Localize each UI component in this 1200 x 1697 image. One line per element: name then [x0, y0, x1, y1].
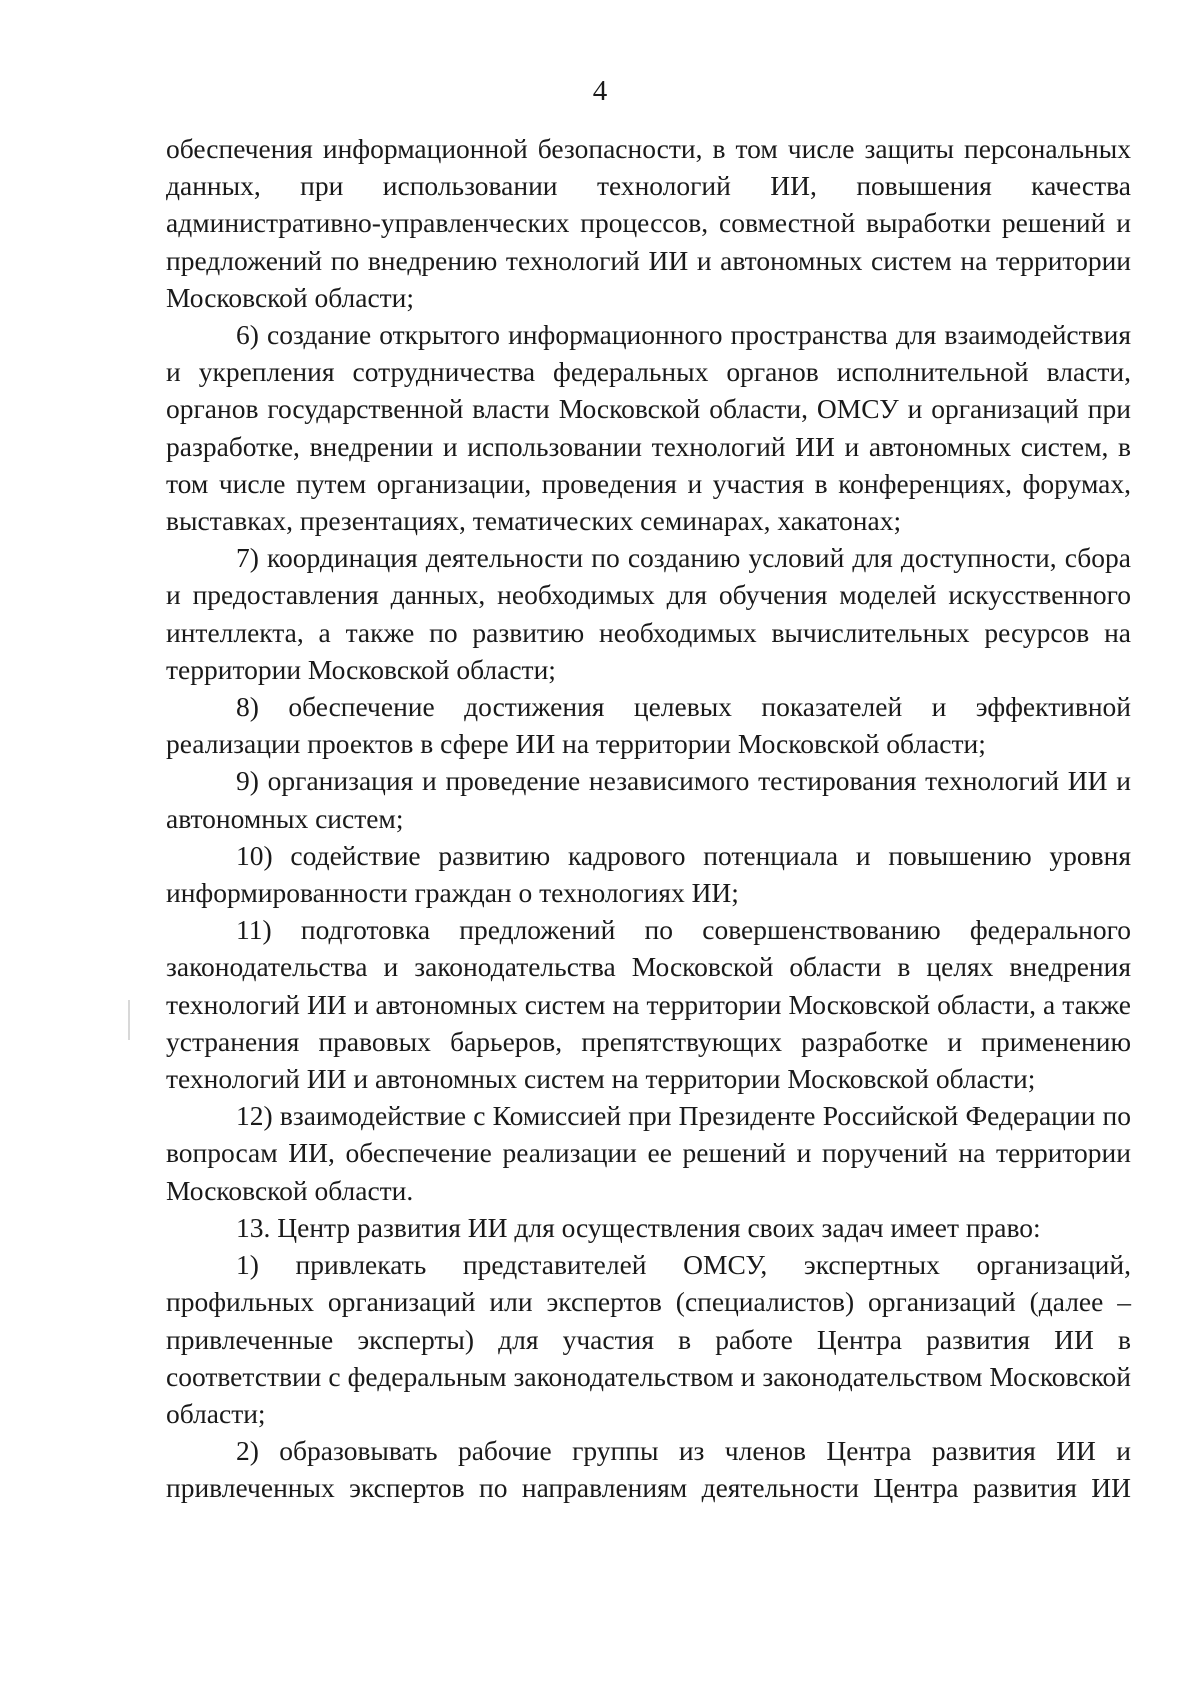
paragraph-item-7: 7) координация деятельности по созданию условий для доступности, сбора и предоставления данных, необходимых для обучения моделей искусственного интеллекта, а также по развитию необходимых вычислительных ресурсов на территории Московской области; [166, 542, 1131, 685]
paragraph-item-12: 12) взаимодействие с Комиссией при Президенте Российской Федерации по вопросам ИИ, обеспечение реализации ее решений и поручений на территории Московской области. [166, 1100, 1131, 1206]
paragraph-section-13: 13. Центр развития ИИ для осуществления своих задач имеет право: [236, 1211, 1041, 1243]
document-body [166, 130, 1131, 1507]
paragraph-item-8: 8) обеспечение достижения целевых показателей и эффективной реализации проектов в сфере ИИ на территории Московской области; [166, 691, 1131, 760]
paragraph-item-10: 10) содействие развитию кадрового потенциала и повышению уровня информированности граждан о технологиях ИИ; [166, 839, 1131, 909]
page-number: 4 [592, 75, 608, 107]
paragraph-item-11: 11) подготовка предложений по совершенствованию федерального законодательства и законодательства Московской области в целях внедрения технологий ИИ и автономных систем на территории Московской области, а также устранения правовых барьеров, препятствующих разработке и применению технологий ИИ и автономных систем на территории Московской области; [166, 914, 1131, 1095]
paragraph-item-6: 6) создание открытого информационного пространства для взаимодействия и укрепления сотрудничества федеральных органов исполнительной власти, органов государственной власти Московской области, ОМСУ и организаций при разработке, внедрении и использовании технологий ИИ и автономных систем, в том числе путем организации, проведения и участия в конференциях, форумах, выставках, презентациях, тематических семинарах, хакатонах; [166, 319, 1131, 537]
scan-margin-mark [128, 1000, 130, 1040]
paragraph-continuation: обеспечения информационной безопасности, в том числе защиты персональных данных, при использовании технологий ИИ, повышения качества административно-управленческих процессов, совместной выработки решений и предложений по внедрению технологий ИИ и автономных систем на территории Московской области; [166, 133, 1131, 313]
paragraph-item-9: 9) организация и проведение независимого тестирования технологий ИИ и автономных систем; [166, 765, 1131, 834]
paragraph-right-2: 2) образовывать рабочие группы из членов Центра развития ИИ и привлеченных экспертов по направлениям деятельности Центра развития ИИ [166, 1435, 1131, 1504]
paragraph-right-1: 1) привлекать представителей ОМСУ, экспертных организаций, профильных организаций или экспертов (специалистов) организаций (далее – привлеченные эксперты) для участия в работе Центра развития ИИ в соответствии с федеральным законодательством и законодательством Московской области; [166, 1249, 1131, 1429]
